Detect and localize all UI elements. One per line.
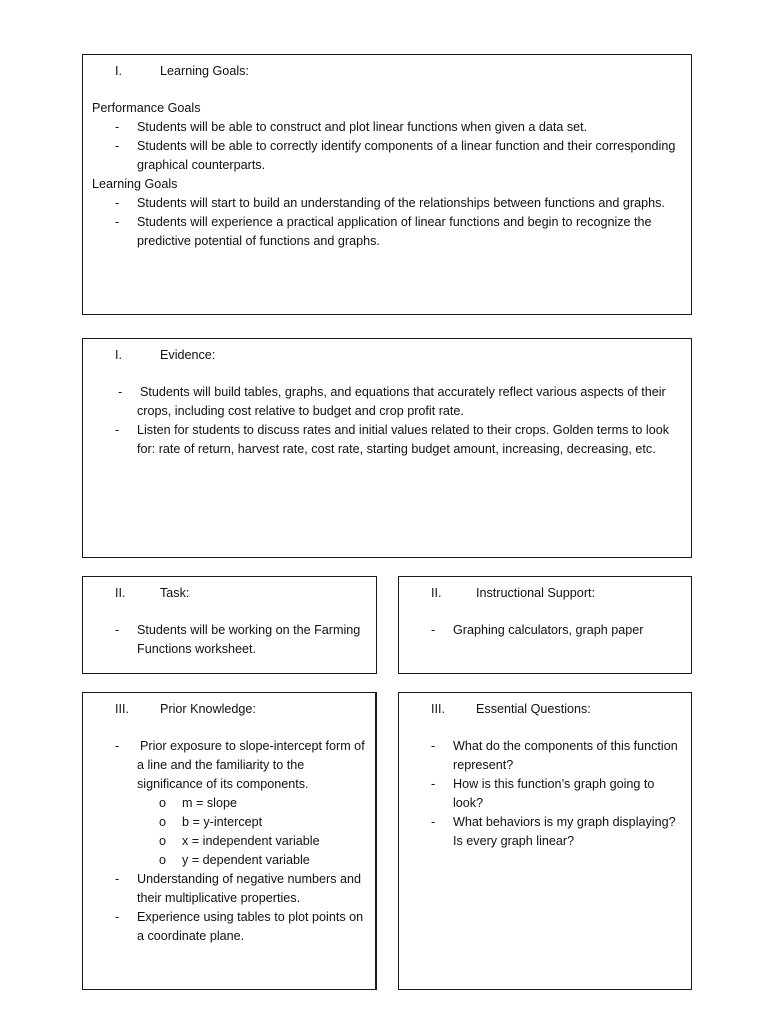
list-item: - Students will build tables, graphs, and equations that accurately reflect various aspects of their crops, including cost relative to budget and crop profit rate. bbox=[92, 383, 681, 421]
section-numeral: I. bbox=[115, 64, 122, 78]
circle-bullet-icon: o bbox=[159, 796, 167, 810]
task-content bbox=[92, 621, 366, 659]
essential-questions-header bbox=[431, 701, 591, 717]
list-item: - Students will experience a practical application of linear functions and begin to recognize the predictive potential of functions and graphs. bbox=[92, 213, 681, 251]
sublist-item bbox=[137, 832, 365, 851]
instructional-support-list bbox=[408, 621, 681, 640]
learning-goals-content bbox=[92, 99, 681, 251]
instructional-support-header bbox=[431, 585, 595, 601]
learning-goals-heading: Learning Goals bbox=[92, 177, 178, 191]
section-title: Task: bbox=[160, 586, 190, 600]
essential-questions-content bbox=[408, 737, 681, 851]
prior-knowledge-box bbox=[82, 692, 377, 990]
list-item: - Students will be working on the Farming Functions worksheet. bbox=[92, 621, 366, 659]
section-numeral: III. bbox=[115, 702, 129, 716]
essential-questions-list bbox=[408, 737, 681, 851]
list-item: - Students will be able to construct and plot linear functions when given a data set. bbox=[92, 118, 681, 137]
list-item-text: Prior exposure to slope-intercept form of a line and the familiarity to the significance of its components. bbox=[137, 739, 365, 791]
sublist-item-text: m = slope bbox=[182, 796, 237, 810]
section-numeral: II. bbox=[431, 586, 442, 600]
component-sublist bbox=[137, 794, 365, 870]
circle-bullet-icon: o bbox=[159, 853, 167, 867]
prior-knowledge-header bbox=[115, 701, 256, 717]
essential-questions-box bbox=[398, 692, 692, 990]
prior-knowledge-content bbox=[92, 737, 365, 946]
learning-goals-list bbox=[92, 194, 681, 251]
list-item: - What behaviors is my graph displaying? Is every graph linear? bbox=[408, 813, 681, 851]
sublist-item bbox=[137, 794, 365, 813]
section-title: Prior Knowledge: bbox=[160, 702, 256, 716]
list-item: - Students will be able to correctly identify components of a linear function and their corresponding graphical counterparts. bbox=[92, 137, 681, 175]
section-numeral: III. bbox=[431, 702, 445, 716]
performance-goals-list bbox=[92, 118, 681, 175]
list-item bbox=[92, 737, 365, 870]
evidence-list bbox=[92, 383, 681, 459]
learning-goals-header bbox=[115, 63, 249, 79]
sublist-item-text: x = independent variable bbox=[182, 834, 320, 848]
sublist-item bbox=[137, 813, 365, 832]
learning-goals-box bbox=[82, 54, 692, 315]
list-item: - Graphing calculators, graph paper bbox=[408, 621, 681, 640]
sublist-item-text: b = y-intercept bbox=[182, 815, 263, 829]
circle-bullet-icon: o bbox=[159, 815, 167, 829]
section-numeral: I. bbox=[115, 348, 122, 362]
list-item: - Experience using tables to plot points on a coordinate plane. bbox=[92, 908, 365, 946]
evidence-header bbox=[115, 347, 215, 363]
section-title: Essential Questions: bbox=[476, 702, 591, 716]
list-item: - Listen for students to discuss rates and initial values related to their crops. Golden terms to look for: rate of return, harvest rate, cost rate, starting budget amount, increasing, decreasing, etc. bbox=[92, 421, 681, 459]
sublist-item-text: y = dependent variable bbox=[182, 853, 310, 867]
section-title: Instructional Support: bbox=[476, 586, 596, 600]
task-list bbox=[92, 621, 366, 659]
task-box bbox=[82, 576, 377, 674]
list-item: - How is this function’s graph going to look? bbox=[408, 775, 681, 813]
list-item: - Students will start to build an understanding of the relationships between functions and graphs. bbox=[92, 194, 681, 213]
performance-goals-heading: Performance Goals bbox=[92, 101, 201, 115]
section-numeral: II. bbox=[115, 586, 126, 600]
sublist-item bbox=[137, 851, 365, 870]
section-title: Learning Goals: bbox=[160, 64, 249, 78]
list-item: - Understanding of negative numbers and their multiplicative properties. bbox=[92, 870, 365, 908]
list-item: - What do the components of this function represent? bbox=[408, 737, 681, 775]
instructional-support-box bbox=[398, 576, 692, 674]
evidence-content bbox=[92, 383, 681, 459]
evidence-box bbox=[82, 338, 692, 558]
instructional-support-content bbox=[408, 621, 681, 640]
prior-knowledge-list bbox=[92, 737, 365, 946]
section-title: Evidence: bbox=[160, 348, 216, 362]
circle-bullet-icon: o bbox=[159, 834, 167, 848]
task-header bbox=[115, 585, 189, 601]
